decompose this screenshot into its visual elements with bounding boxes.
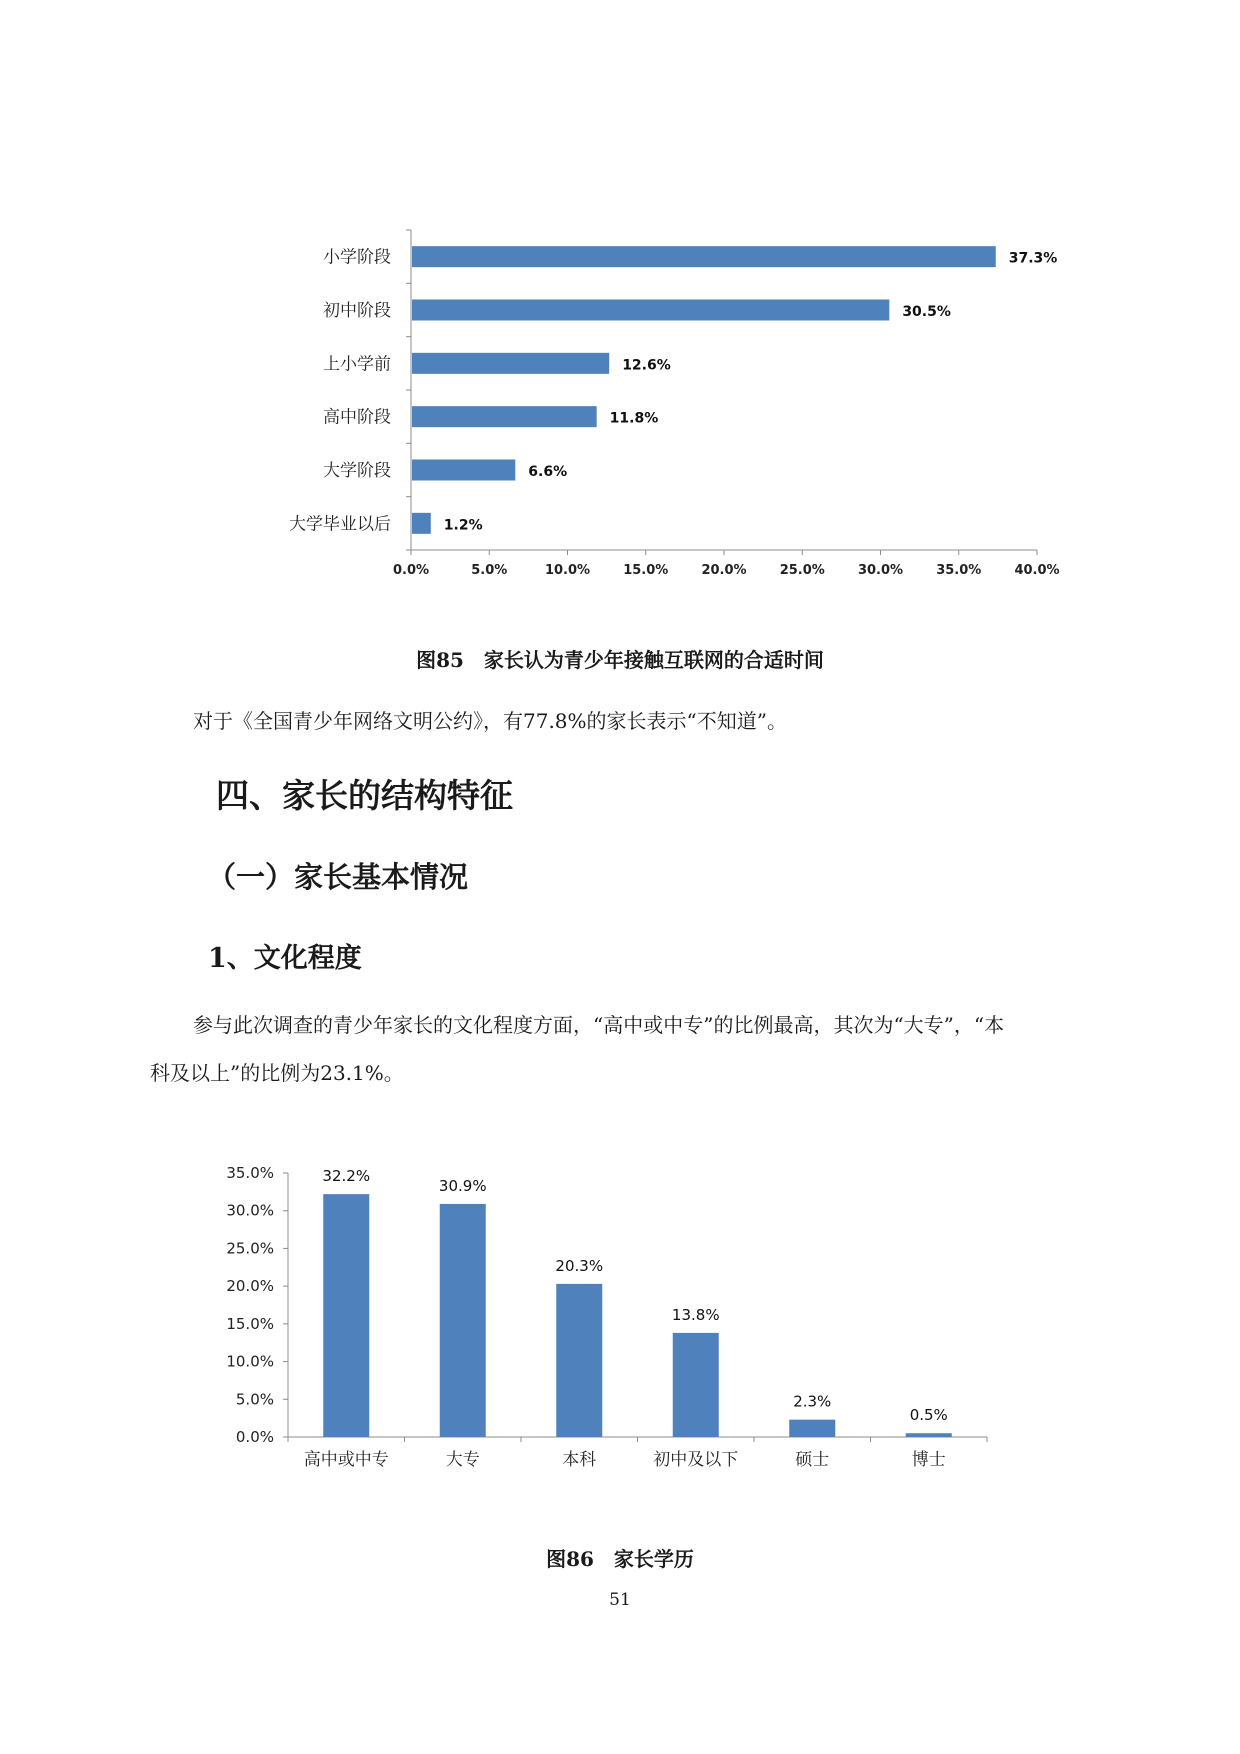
data-label: 1.2% bbox=[443, 517, 483, 534]
y-tick-label: 10.0% bbox=[226, 1352, 274, 1371]
x-tick-label: 30.0% bbox=[857, 563, 904, 578]
x-tick-label: 40.0% bbox=[1014, 563, 1060, 578]
category-label: 大学阶段 bbox=[323, 461, 391, 481]
category-label: 大学毕业以后 bbox=[289, 514, 391, 535]
y-tick-label: 15.0% bbox=[226, 1314, 274, 1333]
y-tick-label: 30.0% bbox=[226, 1201, 274, 1220]
y-tick-label: 35.0% bbox=[226, 1164, 274, 1182]
data-label: 20.3% bbox=[555, 1256, 604, 1275]
bar bbox=[673, 1333, 719, 1437]
data-label: 12.6% bbox=[622, 357, 671, 374]
x-tick-label: 35.0% bbox=[936, 563, 982, 578]
figure-85-chart bbox=[0, 0, 1240, 600]
paragraph-education-line2: 科及以上”的比例为23.1%。 bbox=[150, 1061, 404, 1085]
category-label: 大专 bbox=[445, 1450, 480, 1470]
figure-85-caption: 图85 家长认为青少年接触互联网的合适时间 bbox=[416, 648, 824, 672]
data-label: 6.6% bbox=[528, 464, 568, 480]
category-label: 上小学前 bbox=[323, 354, 391, 375]
bar bbox=[906, 1433, 952, 1437]
category-label: 初中及以下 bbox=[653, 1450, 739, 1470]
data-label: 30.5% bbox=[902, 304, 951, 320]
x-tick-label: 20.0% bbox=[701, 563, 747, 578]
category-label: 高中阶段 bbox=[323, 407, 391, 428]
bar bbox=[412, 353, 609, 374]
paragraph-internet-convention: 对于《全国青少年网络文明公约》，有77.8%的家长表示“不知道”。 bbox=[193, 709, 787, 733]
figure-86-caption: 图86 家长学历 bbox=[546, 1547, 694, 1571]
subsection-heading: （一）家长基本情况 bbox=[207, 860, 469, 894]
bar bbox=[412, 300, 889, 321]
data-label: 11.8% bbox=[609, 410, 659, 427]
category-label: 硕士 bbox=[795, 1450, 830, 1470]
figure-86-chart bbox=[0, 1140, 1240, 1490]
data-label: 0.5% bbox=[909, 1406, 948, 1425]
bar bbox=[789, 1420, 835, 1437]
y-tick-label: 20.0% bbox=[226, 1277, 274, 1296]
bar bbox=[440, 1204, 486, 1437]
category-label: 高中或中专 bbox=[303, 1450, 389, 1470]
x-tick-label: 25.0% bbox=[779, 563, 825, 578]
y-tick-label: 0.0% bbox=[235, 1428, 274, 1446]
x-tick-label: 10.0% bbox=[544, 563, 591, 578]
page-number: 51 bbox=[609, 1590, 631, 1610]
bar bbox=[412, 406, 597, 427]
bar bbox=[556, 1284, 602, 1437]
bar bbox=[412, 513, 431, 534]
data-label: 2.3% bbox=[793, 1392, 832, 1411]
x-tick-label: 0.0% bbox=[392, 563, 430, 578]
subsubsection-heading: 1、文化程度 bbox=[208, 943, 362, 974]
bar bbox=[412, 246, 996, 267]
data-label: 13.8% bbox=[671, 1305, 720, 1324]
bar bbox=[323, 1194, 369, 1437]
y-tick-label: 5.0% bbox=[235, 1390, 274, 1409]
data-label: 32.2% bbox=[322, 1167, 371, 1186]
category-label: 博士 bbox=[911, 1450, 946, 1470]
y-tick-label: 25.0% bbox=[226, 1239, 274, 1258]
category-label: 初中阶段 bbox=[323, 301, 391, 321]
category-label: 小学阶段 bbox=[323, 247, 391, 268]
paragraph-education-line1: 参与此次调查的青少年家长的文化程度方面，“高中或中专”的比例最高，其次为“大专”，“本 bbox=[193, 1013, 1005, 1037]
x-tick-label: 15.0% bbox=[623, 563, 669, 578]
category-label: 本科 bbox=[562, 1450, 597, 1470]
section-heading: 四、家长的结构特征 bbox=[216, 776, 513, 815]
x-tick-label: 5.0% bbox=[471, 563, 508, 578]
data-label: 37.3% bbox=[1008, 250, 1058, 267]
bar bbox=[412, 460, 515, 481]
data-label: 30.9% bbox=[438, 1176, 487, 1195]
